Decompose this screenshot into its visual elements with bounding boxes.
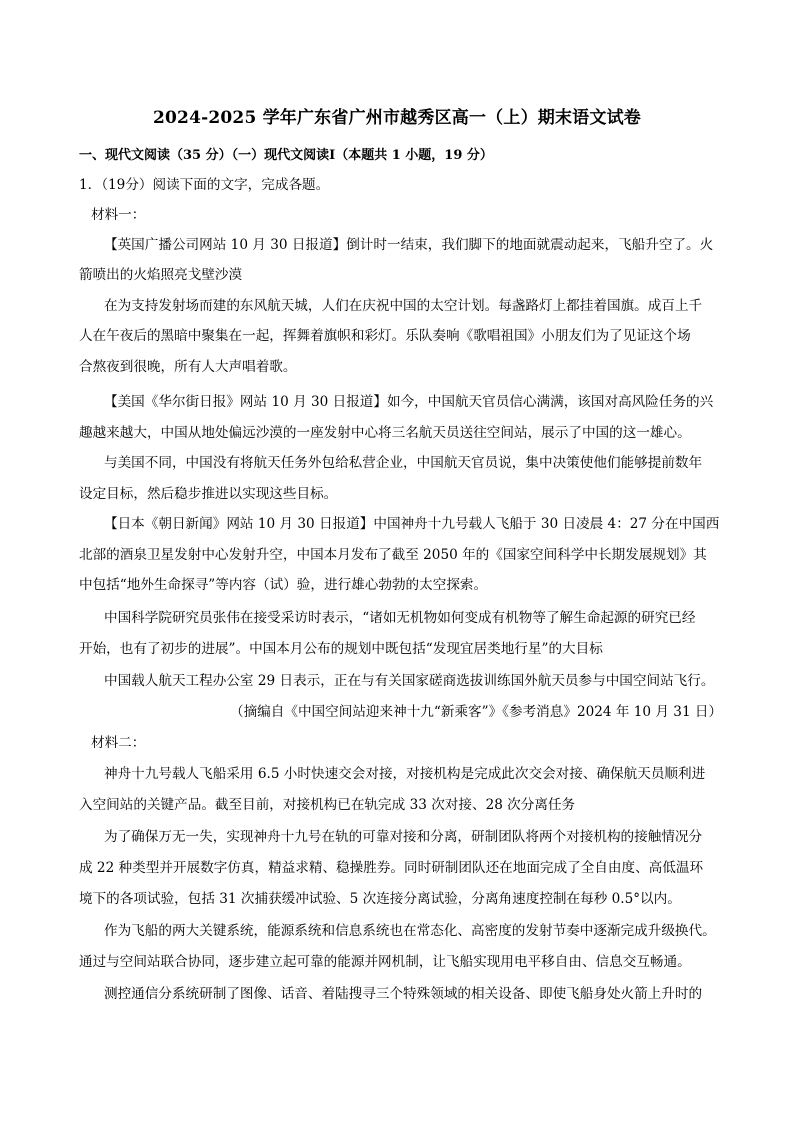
material-one-label: 材料一： <box>91 207 146 223</box>
paragraph-line: 箭喷出的火焰照亮戈壁沙漠 <box>79 267 243 283</box>
paragraph-line: 境下的各项试验，包括 31 次捕获缓冲试验、5 次连接分离试验，分离角速度控制在每秒 0.5°以内。 <box>79 891 681 907</box>
material-two-label: 材料二： <box>91 735 146 751</box>
paragraph-line: 在为支持发射场而建的东风航天城，人们在庆祝中国的太空计划。每盏路灯上都挂着国旗。成百上千 <box>104 298 703 314</box>
paragraph-line: 开始，也有了初步的进展”。中国本月公布的规划中既包括“发现宜居类地行星”的大目标 <box>79 641 603 657</box>
paragraph-line: 【美国《华尔街日报》网站 10 月 30 日报道】如今，中国航天官员信心满满，该国对高风险任务的兴 <box>104 394 714 410</box>
paragraph-line: 测控通信分系统研制了图像、话音、着陆搜寻三个特殊领域的相关设备、即使飞船身处火箭上升时的 <box>104 986 703 1002</box>
paragraph-line: 设定目标，然后稳步推进以实现这些目标。 <box>79 486 338 502</box>
paragraph-line: 神舟十九号载人飞船采用 6.5 小时快速交会对接，对接机构是完成此次交会对接、确保航天员顺利进 <box>104 766 706 782</box>
paragraph-line: 中包括“地外生命探寻”等内容（试）验，进行雄心勃勃的太空探索。 <box>79 577 488 593</box>
section-heading: 一、现代文阅读（35 分）（一）现代文阅读Ⅰ（本题共 1 小题，19 分） <box>79 148 493 163</box>
paragraph-line: 与美国不同，中国没有将航天任务外包给私营企业，中国航天官员说，集中决策使他们能够提前数年 <box>104 455 703 471</box>
paragraph-line: 【日本《朝日新闻》网站 10 月 30 日报道】中国神舟十九号载人飞船于 30 日凌晨 4：27 分在中国西 <box>104 516 719 532</box>
paragraph-line: 中国科学院研究员张伟在接受采访时表示，“诸如无机物如何变成有机物等了解生命起源的研究已经 <box>104 610 696 626</box>
paragraph-line: 人在午夜后的黑暗中聚集在一起，挥舞着旗帜和彩灯。乐队奏响《歌唱祖国》小朋友们为了见证这个场 <box>79 328 691 344</box>
paragraph-line: 为了确保万无一失，实现神舟十九号在轨的可靠对接和分离，研制团队将两个对接机构的接触情况分 <box>104 829 703 845</box>
material-one-source: （摘编自《中国空间站迎来神十九“新乘客”》《参考消息》2024 年 10 月 31 日） <box>230 704 723 720</box>
paragraph-line: 成 22 种类型并开展数字仿真，精益求精、稳操胜券。同时研制团队还在地面完成了全自由度、高低温环 <box>79 860 704 876</box>
question-prompt: 1．（19分）阅读下面的文字，完成各题。 <box>79 177 330 193</box>
paragraph-line: 趣越来越大，中国从地处偏远沙漠的一座发射中心将三名航天员送往空间站，展示了中国的这一雄心。 <box>79 425 691 441</box>
paragraph-line: 入空间站的关键产品。截至目前，对接机构已在轨完成 33 次对接、28 次分离任务 <box>79 797 576 813</box>
paragraph-line: 合熬夜到很晚，所有人大声唱着歌。 <box>79 359 297 375</box>
paragraph-line: 北部的酒泉卫星发射中心发射升空，中国本月发布了截至 2050 年的《国家空间科学中长期发展规划》其 <box>79 547 707 563</box>
paragraph-line: 作为飞船的两大关键系统，能源系统和信息系统也在常态化、高密度的发射节奏中逐渐完成升级换代。 <box>104 923 716 939</box>
paragraph-line: 通过与空间站联合协同，逐步建立起可靠的能源并网机制，让飞船实现用电平移自由、信息交互畅通。 <box>79 954 691 970</box>
paragraph-line: 【英国广播公司网站 10 月 30 日报道】倒计时一结束，我们脚下的地面就震动起来，飞船升空了。火 <box>104 237 714 253</box>
exam-title: 2024-2025 学年广东省广州市越秀区高一（上）期末语文试卷 <box>152 108 641 128</box>
paragraph-line: 中国载人航天工程办公室 29 日表示，正在与有关国家磋商选拔训练国外航天员参与中国空间站飞行。 <box>104 673 715 689</box>
